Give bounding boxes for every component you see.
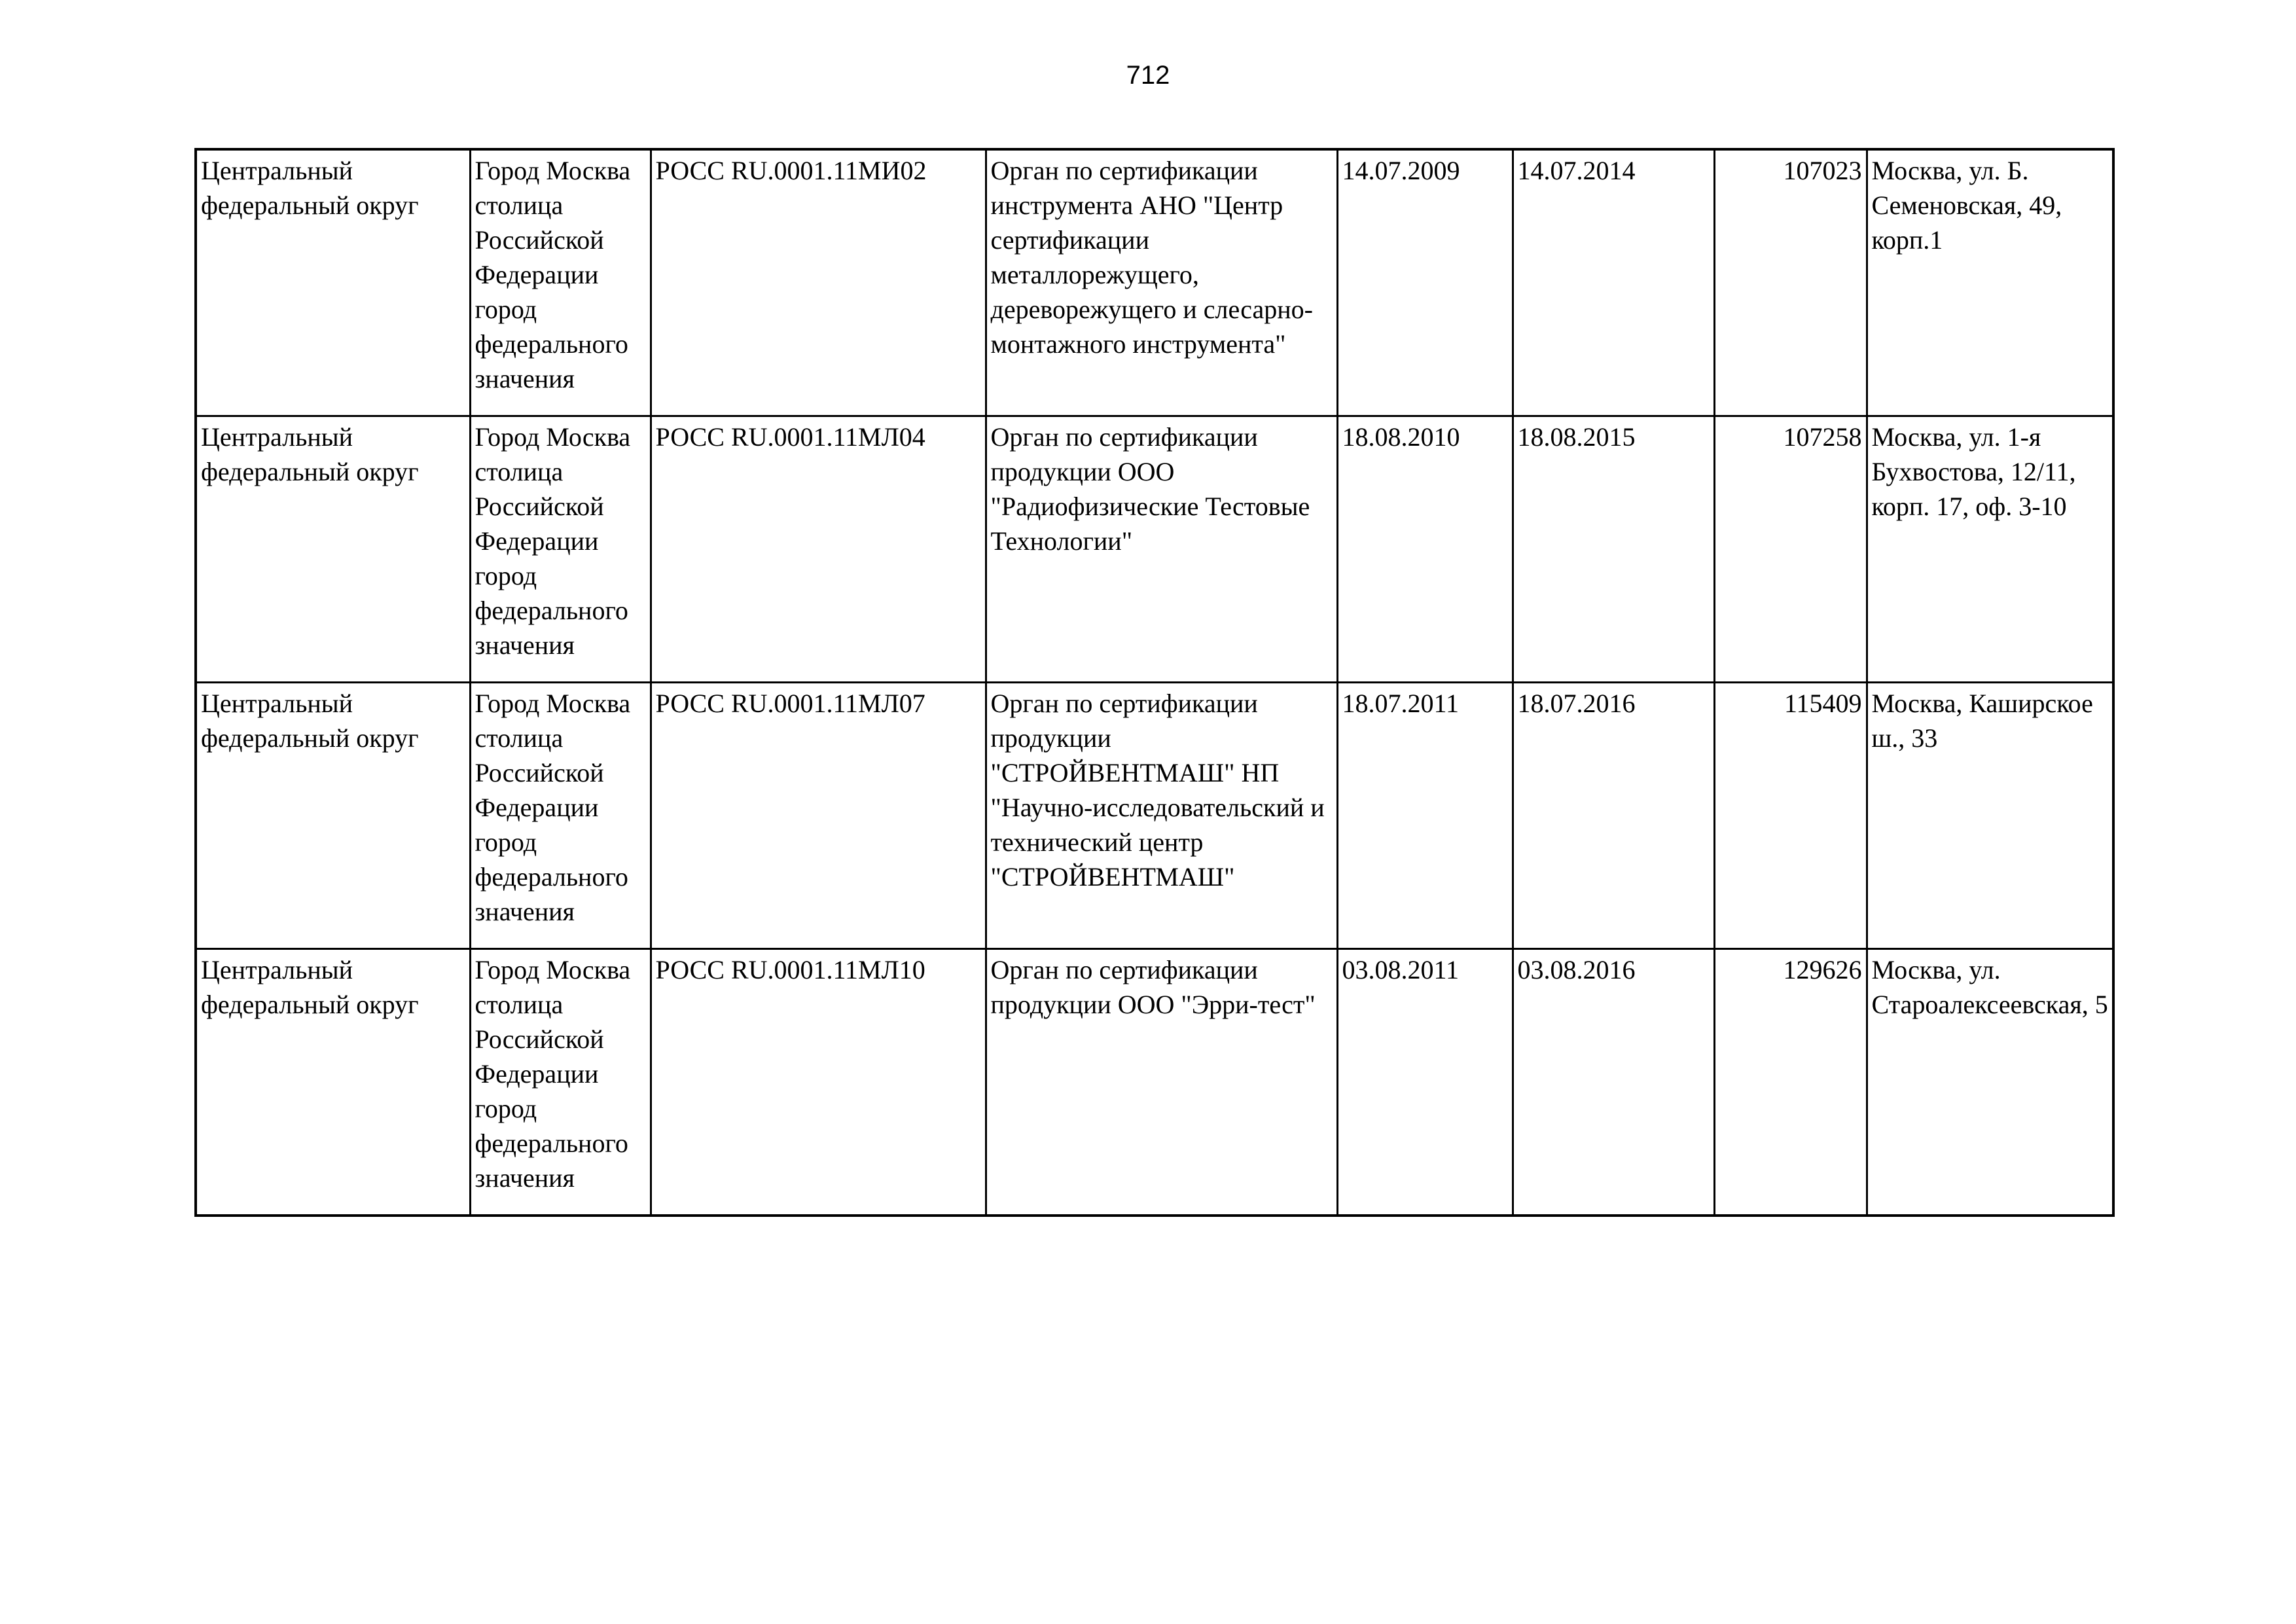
postcode-cell: 107258 (1714, 416, 1867, 683)
certification-registry-table (194, 148, 2115, 1217)
table-row (196, 416, 2113, 683)
postcode-cell: 115409 (1714, 683, 1867, 949)
date-to-cell: 03.08.2016 (1513, 949, 1714, 1216)
postcode-cell: 107023 (1714, 149, 1867, 416)
district-cell: Центральный федеральный округ (196, 683, 470, 949)
region-text: Город Москва столица Российской Федерации город федерального значения (475, 955, 631, 1193)
date-from-cell: 14.07.2009 (1337, 149, 1513, 416)
date-to-cell: 18.08.2015 (1513, 416, 1714, 683)
certificate-code-cell: РОСС RU.0001.11МЛ04 (651, 416, 986, 683)
region-text: Город Москва столица Российской Федерации город федерального значения (475, 156, 631, 393)
date-to-cell: 14.07.2014 (1513, 149, 1714, 416)
date-to-cell: 18.07.2016 (1513, 683, 1714, 949)
date-from-cell: 18.07.2011 (1337, 683, 1513, 949)
district-cell: Центральный федеральный округ (196, 149, 470, 416)
certificate-code-cell: РОСС RU.0001.11МЛ07 (651, 683, 986, 949)
address-cell: Москва, ул. Староалексеевская, 5 (1867, 949, 2113, 1216)
certificate-code-cell: РОСС RU.0001.11МЛ10 (651, 949, 986, 1216)
organ-cell: Орган по сертификации продукции ООО "Радиофизические Тестовые Технологии" (986, 416, 1337, 683)
date-from-cell: 18.08.2010 (1337, 416, 1513, 683)
region-cell (470, 416, 651, 683)
postcode-cell: 129626 (1714, 949, 1867, 1216)
address-cell: Москва, Каширское ш., 33 (1867, 683, 2113, 949)
organ-cell: Орган по сертификации продукции ООО "Эрри-тест" (986, 949, 1337, 1216)
district-cell: Центральный федеральный округ (196, 949, 470, 1216)
page-number: 712 (1126, 61, 1170, 90)
region-cell (470, 149, 651, 416)
table-row (196, 149, 2113, 416)
address-cell: Москва, ул. 1-я Бухвостова, 12/11, корп. 17, оф. 3-10 (1867, 416, 2113, 683)
region-text: Город Москва столица Российской Федерации город федерального значения (475, 422, 631, 660)
organ-cell: Орган по сертификации инструмента АНО "Центр сертификации металлорежущего, дереворежущего и слесарно-монтажного инструмента" (986, 149, 1337, 416)
region-cell (470, 949, 651, 1216)
organ-cell: Орган по сертификации продукции "СТРОЙВЕНТМАШ" НП "Научно-исследовательский и технический центр "СТРОЙВЕНТМАШ" (986, 683, 1337, 949)
region-cell (470, 683, 651, 949)
table-row (196, 683, 2113, 949)
table-row (196, 949, 2113, 1216)
date-from-cell: 03.08.2011 (1337, 949, 1513, 1216)
district-cell: Центральный федеральный округ (196, 416, 470, 683)
certificate-code-cell: РОСС RU.0001.11МИ02 (651, 149, 986, 416)
address-cell: Москва, ул. Б. Семеновская, 49, корп.1 (1867, 149, 2113, 416)
region-text: Город Москва столица Российской Федерации город федерального значения (475, 689, 631, 926)
